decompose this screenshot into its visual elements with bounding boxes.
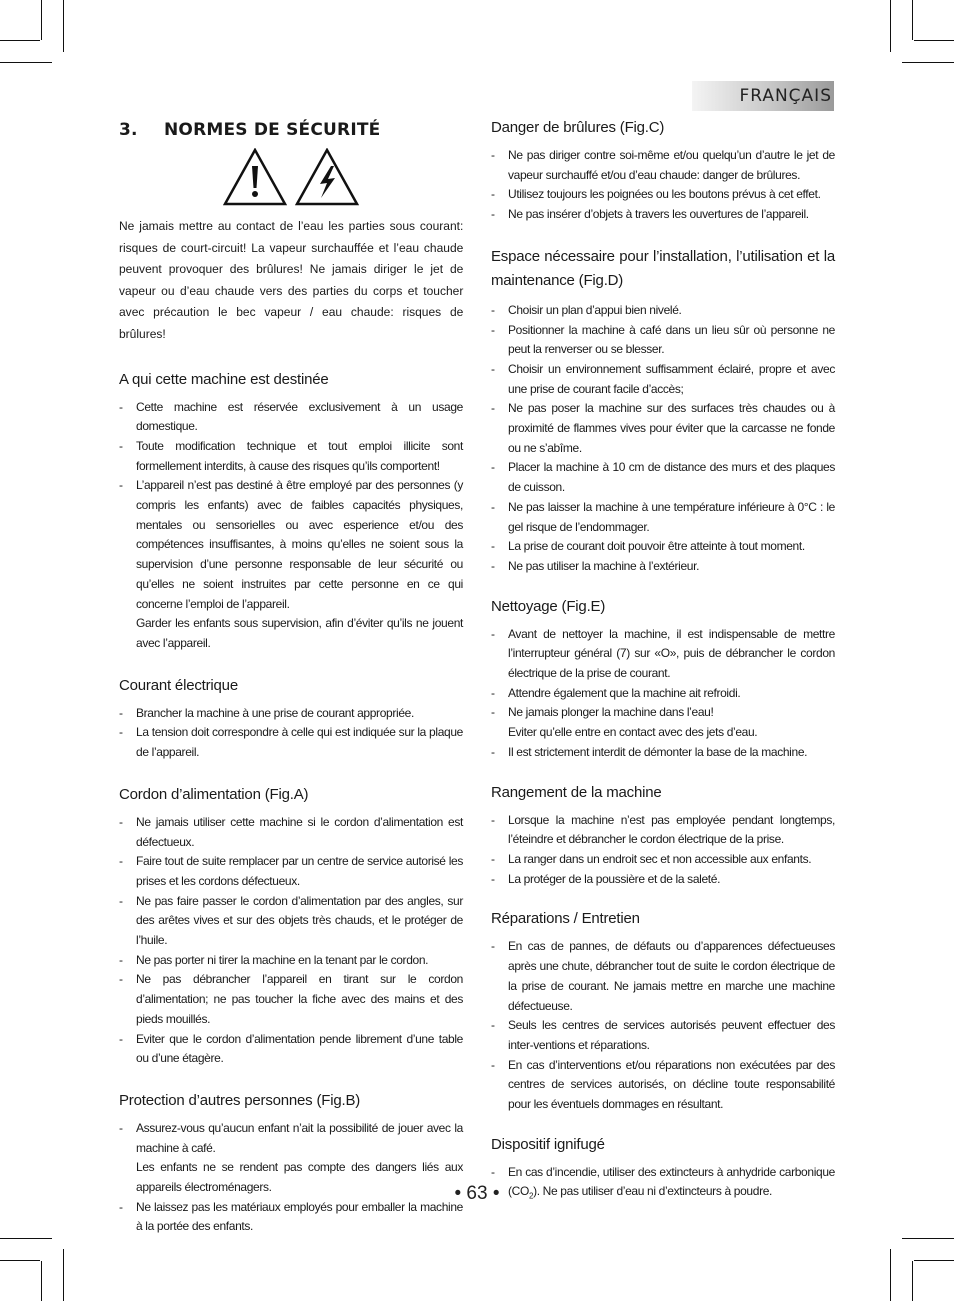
- crop-mark: [41, 0, 42, 40]
- list-item: [491, 321, 835, 360]
- list-item: [491, 625, 835, 684]
- section-espace-necessaire-pour-l-installation-l-: [491, 245, 835, 577]
- intro-warning: Ne jamais mettre au contact de l’eau les parties sous courant: risques de court-circuit! La vapeur surchauffée et l’eau chaude peuvent provoquer des brûlures! Ne jamais diriger le jet de vapeur ou d’eau chaude vers des parties du corps et toucher avec précaution le bec vapeur / eau chaude: risques de brûlures!: [119, 219, 464, 341]
- list-item-text: - Ne pas faire passer le cordon d’alimentation par des angles, sur des arêtes vives et sur des objets très chauds, et le protéger de l’huile.: [136, 893, 463, 948]
- right-column: [491, 118, 835, 1207]
- crop-mark: [0, 40, 40, 41]
- list-item: [491, 743, 835, 763]
- list-item-text: - La ranger dans un endroit sec et non accessible aux enfants.: [508, 851, 812, 866]
- list-item-text: - Placer la machine à 10 cm de distance des murs et des plaques de cuisson.: [508, 460, 835, 495]
- list-item-text: - Assurez-vous qu’aucun enfant n’ait la possibilité de jouer avec la machine à café.: [136, 1120, 463, 1155]
- section-courant-electrique: [119, 676, 463, 763]
- list-item-text: - Attendre également que la machine ait refroidi.: [508, 685, 741, 700]
- section-rangement-de-la-machine: [491, 783, 835, 890]
- list-item: [491, 301, 835, 321]
- section-heading: Rangement de la machine: [491, 783, 662, 801]
- section-heading: Nettoyage (Fig.E): [491, 597, 606, 615]
- list-item: [491, 937, 835, 1016]
- section-heading: Courant électrique: [119, 676, 238, 694]
- list-item: [491, 850, 835, 870]
- section-heading: A qui cette machine est destinée: [119, 370, 329, 388]
- section-title: NORMES DE SÉCURITÉ: [164, 120, 381, 140]
- warning-triangle-icon: [223, 148, 287, 206]
- crop-mark: [912, 1261, 913, 1301]
- section-heading: Espace nécessaire pour l’installation, l’utilisation et la maintenance (Fig.D): [491, 247, 835, 289]
- electric-shock-icon: [295, 148, 359, 206]
- list-item: [491, 360, 835, 399]
- list-item-text: - Ne pas porter ni tirer la machine en la tenant par le cordon.: [136, 952, 429, 967]
- list-item-text: - Toute modification technique et tout emploi illicite sont formellement interdits, à cause des risques qu’ils comportent!: [136, 438, 463, 473]
- warning-icons: [119, 148, 463, 206]
- list-item-text: - Avant de nettoyer la machine, il est indispensable de mettre l’interrupteur général (7) sur «O», puis de débrancher le cordon électrique de la prise de courant.: [508, 626, 835, 681]
- list-item: [491, 811, 835, 850]
- list-item: [119, 951, 463, 971]
- list-item: [491, 703, 835, 742]
- list-item: [491, 146, 835, 185]
- list-item-text: - Brancher la machine à une prise de courant appropriée.: [136, 705, 414, 720]
- bullet-list: [119, 1119, 463, 1237]
- crop-mark: [914, 1260, 954, 1261]
- list-item: [119, 398, 463, 437]
- section-heading: Dispositif ignifugé: [491, 1135, 605, 1153]
- list-item-note: Les enfants ne se rendent pas compte des dangers liés aux appareils électroménagers.: [136, 1160, 463, 1195]
- list-item: [491, 557, 835, 577]
- list-item-text: - Ne pas utiliser la machine à l’extérieur.: [508, 558, 700, 573]
- list-item: [119, 437, 463, 476]
- list-item-text: - La prise de courant doit pouvoir être atteinte à tout moment.: [508, 539, 805, 554]
- list-item-text: ). Ne pas utiliser d’eau ni d’extincteurs à poudre.: [533, 1184, 773, 1199]
- page-title: [119, 116, 463, 144]
- list-item-text: - Seuls les centres de services autorisés peuvent effectuer des inter-ventions et réparations.: [508, 1018, 835, 1052]
- list-item: [119, 704, 463, 724]
- bullet-list: [491, 625, 835, 763]
- list-item-text: - Ne pas diriger contre soi-même et/ou quelqu’un d’autre le jet de vapeur surchauffé et/ou d’eau chaude: danger de brûlures.: [508, 148, 835, 182]
- list-item-text: - Ne pas insérer d’objets à travers les ouvertures de l’appareil.: [508, 207, 809, 222]
- section-cordon-d-alimentation-fig-a: [119, 785, 463, 1069]
- co2-subscript: 2: [528, 1191, 534, 1201]
- left-column: [119, 116, 463, 1237]
- list-item: [491, 205, 835, 225]
- list-item-text: - En cas d’interventions et/ou réparations non exécutées par des centres de services autorisés, on décline toute responsabilité pour les éventuels dommages en résultant.: [508, 1057, 835, 1112]
- list-item-text: - Eviter que le cordon d’alimentation pende librement d’une table ou d’une étagère.: [136, 1031, 463, 1066]
- list-item: [491, 870, 835, 890]
- crop-mark: [902, 1238, 954, 1239]
- section-protection-d-autres-personnes-fig-b: [119, 1091, 463, 1237]
- bullet-list: [119, 398, 463, 654]
- crop-mark: [0, 1260, 40, 1261]
- section-reparations-entretien: [491, 909, 835, 1114]
- list-item-text: - Ne jamais plonger la machine dans l’eau!: [508, 705, 714, 720]
- list-item: [119, 892, 463, 951]
- list-item-text: - Ne laissez pas les matériaux employés pour emballer la machine à la portée des enfants.: [136, 1199, 463, 1234]
- section-danger-de-brulures-fig-c: [491, 118, 835, 225]
- language-label: FRANÇAIS: [739, 86, 832, 106]
- section-heading: Réparations / Entretien: [491, 910, 640, 928]
- section-number: 3.: [119, 120, 138, 140]
- list-item: [491, 458, 835, 497]
- list-item-note: Garder les enfants sous supervision, afin d’éviter qu’ils ne jouent avec l’appareil.: [136, 616, 463, 650]
- section-heading: Protection d’autres personnes (Fig.B): [119, 1091, 361, 1109]
- crop-mark: [63, 1249, 64, 1301]
- section-heading: Danger de brûlures (Fig.C): [491, 119, 665, 136]
- bullet-list: [491, 301, 835, 577]
- list-item: [491, 537, 835, 557]
- list-item-text: - Utilisez toujours les poignées ou les boutons prévus à cet effet.: [508, 187, 821, 202]
- list-item-text: - Choisir un environnement suffisamment éclairé, propre et avec une prise de courant facile d’accès;: [508, 361, 835, 396]
- list-item-text: - Ne pas poser la machine sur des surfaces très chaudes ou à proximité de flammes vives pour éviter que la carcasse ne fonde ou ne s’abîme.: [508, 401, 835, 455]
- crop-mark: [63, 0, 64, 52]
- list-item: [119, 476, 463, 653]
- list-item: [119, 723, 463, 762]
- list-item-text: - Ne pas débrancher l’appareil en tirant sur le cordon d’alimentation; ne pas toucher la fiche avec des mains et des pieds mouillés.: [136, 972, 463, 1026]
- list-item-text: - En cas de pannes, de défauts ou d’apparences défectueuses après une chute, débrancher tout de suite le cordon électrique de la prise de courant. Ne jamais mettre en marche une machine défectueuse.: [508, 939, 835, 1013]
- crop-mark: [0, 62, 52, 63]
- crop-mark: [41, 1261, 42, 1301]
- section-nettoyage-fig-e: [491, 597, 835, 763]
- list-item-text: - Il est strictement interdit de démonter la base de la machine.: [508, 744, 808, 759]
- language-tab: [692, 81, 834, 111]
- section-a-qui-cette-machine-est-destinee: [119, 370, 463, 654]
- list-item: [119, 970, 463, 1029]
- list-item-text: - Cette machine est réservée exclusivement à un usage domestique.: [136, 399, 463, 434]
- list-item: [119, 813, 463, 852]
- bullet-list: [491, 811, 835, 890]
- crop-mark: [912, 0, 913, 40]
- list-item: [491, 1056, 835, 1115]
- list-item-text: - La protéger de la poussière et de la saleté.: [508, 871, 721, 886]
- crop-mark: [902, 62, 954, 63]
- crop-mark: [0, 1238, 52, 1239]
- list-item: [491, 498, 835, 537]
- list-item: [119, 1030, 463, 1069]
- crop-mark: [914, 40, 954, 41]
- page-number: • 63 •: [454, 1183, 500, 1204]
- list-item-text: - Ne jamais utiliser cette machine si le cordon d’alimentation est défectueux.: [136, 814, 463, 849]
- list-item: [491, 1016, 835, 1055]
- list-item-text: - Ne pas laisser la machine à une température inférieure à 0°C : le gel risque de l’endommager.: [508, 499, 835, 534]
- bullet-list: [119, 813, 463, 1069]
- section-heading: Cordon d’alimentation (Fig.A): [119, 785, 309, 803]
- bullet-list: [491, 937, 835, 1114]
- list-item-text: - La tension doit correspondre à celle qui est indiquée sur la plaque de l’appareil.: [136, 725, 463, 760]
- bullet-list: [119, 704, 463, 763]
- list-item-text: - Lorsque la machine n’est pas employée pendant longtemps, l’éteindre et débrancher le cordon électrique de la prise.: [508, 812, 835, 847]
- crop-mark: [890, 0, 891, 52]
- list-item-text: - L’appareil n’est pas destiné à être employé par des personnes (y compris les enfants) avec de faibles capacités physiques, mentales ou sensorielles ou avec esperience et/ou des compétences insuffisantes, à moins qu’elles ne soient sous la supervision d’une personne responsable de leur sécurité ou qu’elles ne soient instruites par cette personne en ce qui concerne l’emploi de l’appareil.: [136, 478, 463, 611]
- list-item-text: En cas d’incendie, utiliser des extincteurs à anhydride carbonique (CO: [508, 1164, 835, 1199]
- list-item: [491, 684, 835, 704]
- list-item: [119, 852, 463, 891]
- list-item-text: - Positionner la machine à café dans un lieu sûr où personne ne peut la renverser ou se blesser.: [508, 322, 835, 357]
- list-item: [491, 399, 835, 458]
- crop-mark: [890, 1249, 891, 1301]
- list-item-text: - Faire tout de suite remplacer par un centre de service autorisé les prises et les cordons défectueux.: [136, 854, 463, 888]
- list-item-text: - Choisir un plan d’appui bien nivelé.: [508, 302, 682, 317]
- list-item-note: Eviter qu’elle entre en contact avec des jets d’eau.: [508, 725, 758, 740]
- bullet-list: [491, 146, 835, 225]
- list-item: [491, 185, 835, 205]
